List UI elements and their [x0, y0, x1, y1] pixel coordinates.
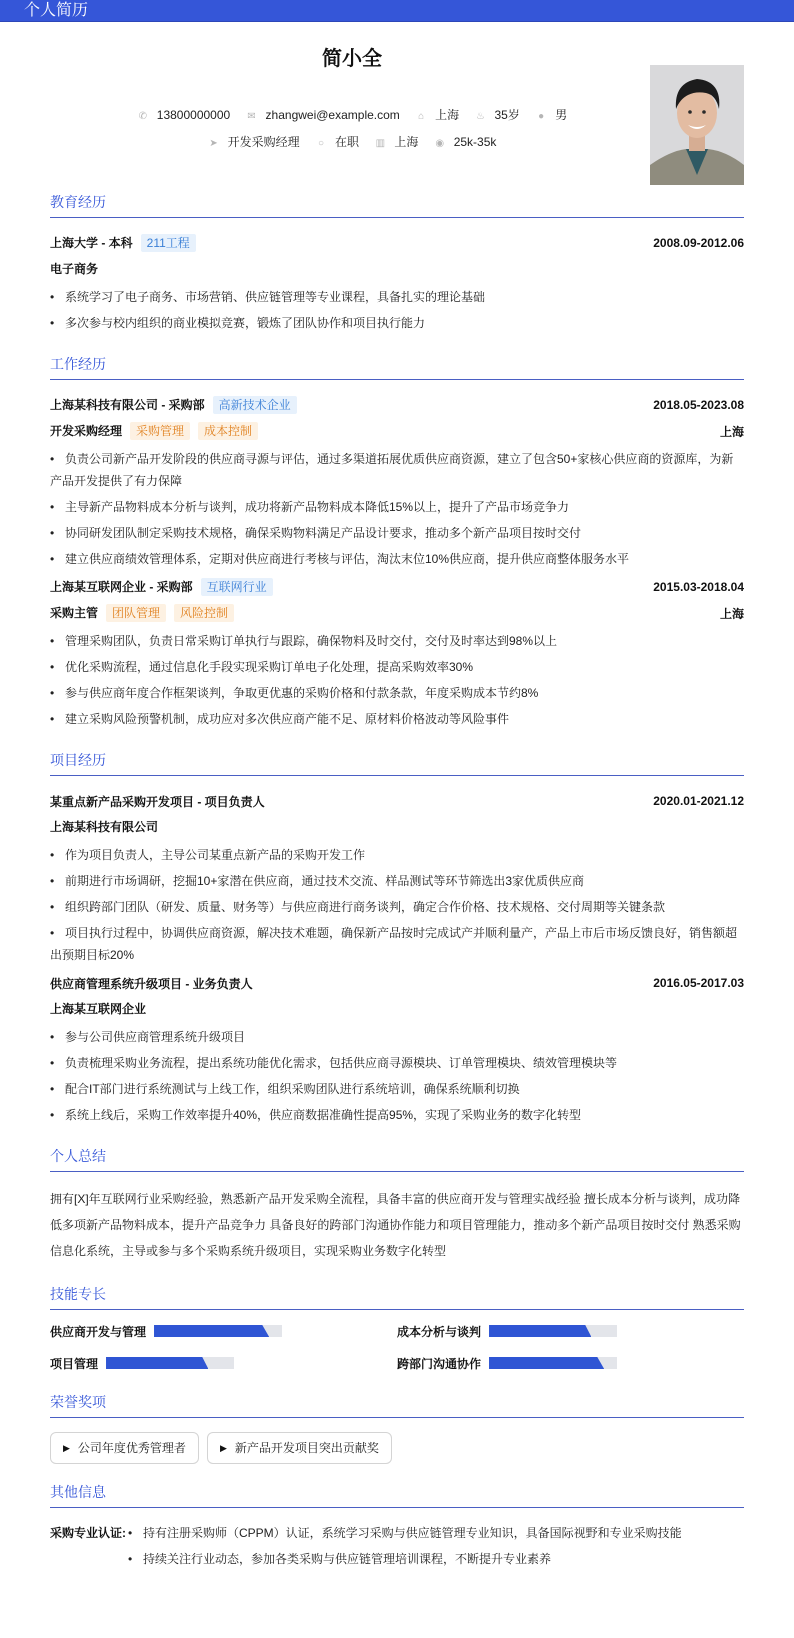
status-value: 在职 — [334, 135, 359, 149]
entry-header — [50, 576, 744, 598]
section-title-other: 其他信息 — [50, 1482, 744, 1508]
profile-photo — [650, 65, 744, 185]
list-item: • 管理采购团队，负责日常采购订单执行与跟踪，确保物料及时交付，交付及时率达到98%以上 — [50, 630, 744, 652]
resume-page — [0, 22, 794, 1574]
project-entry — [50, 790, 744, 966]
company-name: 上海某科技有限公司 - 采购部 — [50, 398, 205, 412]
mail-icon: ✉ — [247, 111, 256, 122]
skill-tag: 团队管理 — [106, 604, 166, 622]
work-date: 2015.03-2018.04 — [653, 580, 744, 594]
company-tag: 高新技术企业 — [213, 396, 297, 414]
target-city-value: 上海 — [394, 135, 419, 149]
send-icon: ➤ — [209, 138, 218, 149]
skill-label: 跨部门沟通协作 — [397, 1356, 482, 1371]
job-target-info — [208, 133, 300, 150]
certification-bullets — [128, 1522, 682, 1574]
award-label: 新产品开发项目突出贡献奖 — [234, 1441, 379, 1455]
work-entry — [50, 576, 744, 730]
work-date: 2018.05-2023.08 — [653, 398, 744, 412]
age-info — [475, 106, 520, 123]
salary-value: 25k-35k — [453, 135, 497, 149]
list-item: • 参与公司供应商管理系统升级项目 — [50, 1026, 744, 1048]
list-item: • 主导新产品物料成本分析与谈判，成功将新产品物料成本降低15%以上，提升了产品市场竞争力 — [50, 496, 744, 518]
phone-icon: ✆ — [138, 111, 147, 122]
education-entry — [50, 232, 744, 334]
work-bullets — [50, 448, 744, 570]
skill-tag: 成本控制 — [198, 422, 258, 440]
company-name: 上海某互联网企业 - 采购部 — [50, 580, 193, 594]
award-chip[interactable] — [50, 1432, 199, 1464]
project-bullets — [50, 1026, 744, 1126]
list-item: • 多次参与校内组织的商业模拟竞赛，锻炼了团队协作和项目执行能力 — [50, 312, 744, 334]
triangle-right-icon: ▶ — [63, 1443, 70, 1453]
phone-info — [137, 108, 230, 122]
cake-icon: ♨ — [476, 111, 485, 122]
gender-info — [535, 106, 567, 123]
list-item: • 持续关注行业动态，参加各类采购与供应链管理培训课程，不断提升专业素养 — [128, 1548, 682, 1570]
skill-bar-fill — [489, 1325, 591, 1337]
status-info — [315, 133, 359, 150]
summary-text: 拥有[X]年互联网行业采购经验，熟悉新产品开发采购全流程，具备丰富的供应商开发与管理实战经验 擅长成本分析与谈判，成功降低多项新产品物料成本，提升产品竞争力 具备良好的跨部门沟通协作能力和项目管理能力，推动多个新产品项目按时交付 熟悉采购信息化系统，主导或参与多个采购系统升级项目，实现采购业务数字化转型 — [50, 1192, 741, 1258]
skill-bar — [106, 1357, 234, 1369]
position-row — [50, 420, 744, 442]
location-info — [415, 106, 459, 123]
status-icon: ○ — [317, 138, 324, 149]
education-section — [50, 192, 744, 334]
project-date: 2016.05-2017.03 — [653, 976, 744, 990]
work-bullets — [50, 630, 744, 730]
summary-section — [50, 1146, 744, 1264]
list-item: • 优化采购流程，通过信息化手段实现采购订单电子化处理，提高采购效率30% — [50, 656, 744, 678]
project-name: 供应商管理系统升级项目 - 业务负责人 — [50, 976, 253, 991]
skill-item — [50, 1356, 397, 1370]
work-city: 上海 — [719, 424, 744, 439]
section-title-work: 工作经历 — [50, 354, 744, 380]
list-item: • 建立采购风险预警机制，成功应对多次供应商产能不足、原材料价格波动等风险事件 — [50, 708, 744, 730]
list-item: • 负责公司新产品开发阶段的供应商寻源与评估，通过多渠道拓展优质供应商资源，建立了包含50+家核心供应商的资源库，为新产品开发提供了有力保障 — [50, 448, 744, 492]
target-city-info — [374, 133, 418, 150]
list-item: • 参与供应商年度合作框架谈判，争取更优惠的采购价格和付款条款，年度采购成本节约8% — [50, 682, 744, 704]
project-company: 上海某互联网企业 — [50, 1002, 147, 1016]
email-value: zhangwei@example.com — [265, 108, 400, 122]
skill-bar — [489, 1325, 617, 1337]
avatar-portrait-icon — [650, 65, 744, 185]
skill-bar-fill — [489, 1357, 604, 1369]
list-item: • 系统上线后，采购工作效率提升40%，供应商数据准确性提高95%，实现了采购业务的数字化转型 — [50, 1104, 744, 1126]
location-value: 上海 — [435, 108, 460, 122]
skill-bar-fill — [154, 1325, 269, 1337]
project-bullets — [50, 844, 744, 966]
skill-label: 成本分析与谈判 — [397, 1324, 482, 1339]
project-company: 上海某科技有限公司 — [50, 820, 159, 834]
work-section — [50, 354, 744, 730]
skills-section — [50, 1284, 744, 1370]
skill-tag: 风险控制 — [174, 604, 234, 622]
project-name: 某重点新产品采购开发项目 - 项目负责人 — [50, 794, 265, 809]
major: 电子商务 — [50, 262, 99, 276]
job-target-value: 开发采购经理 — [227, 135, 300, 149]
section-title-skills: 技能专长 — [50, 1284, 744, 1310]
list-item: • 负责梳理采购业务流程，提出系统功能优化需求，包括供应商寻源模块、订单管理模块、绩效管理模块等 — [50, 1052, 744, 1074]
education-date: 2008.09-2012.06 — [653, 236, 744, 250]
header-title: 个人简历 — [24, 2, 89, 19]
skill-label: 项目管理 — [50, 1356, 99, 1371]
list-item: • 协同研发团队制定采购技术规格，确保采购物料满足产品设计要求，推动多个新产品项目按时交付 — [50, 522, 744, 544]
position-row — [50, 602, 744, 624]
list-item: • 建立供应商绩效管理体系，定期对供应商进行考核与评估，淘汰末位10%供应商，提升供应商整体服务水平 — [50, 548, 744, 570]
skill-bar-fill — [106, 1357, 208, 1369]
project-entry — [50, 972, 744, 1126]
list-item: • 组织跨部门团队（研发、质量、财务等）与供应商进行商务谈判，确定合作价格、技术规格、交付周期等关键条款 — [50, 896, 744, 918]
skill-item — [397, 1324, 744, 1338]
money-icon: ◉ — [435, 138, 445, 149]
list-item: • 作为项目负责人，主导公司某重点新产品的采购开发工作 — [50, 844, 744, 866]
section-title-education: 教育经历 — [50, 192, 744, 218]
list-item: • 前期进行市场调研，挖掘10+家潜在供应商，通过技术交流、样品测试等环节筛选出3家优质供应商 — [50, 870, 744, 892]
contact-row — [50, 106, 654, 123]
entry-header — [50, 232, 744, 254]
phone-value: 13800000000 — [156, 108, 231, 122]
skills-grid — [50, 1324, 744, 1370]
school-tag: 211工程 — [141, 234, 196, 252]
position-title: 开发采购经理 — [50, 424, 123, 438]
list-item: • 配合IT部门进行系统测试与上线工作，组织采购团队进行系统培训，确保系统顺利切换 — [50, 1078, 744, 1100]
school-name: 上海大学 - 本科 — [50, 236, 133, 250]
entry-header — [50, 972, 744, 994]
entry-header — [50, 790, 744, 812]
triangle-right-icon: ▶ — [219, 1443, 227, 1453]
skill-label: 供应商开发与管理 — [50, 1324, 147, 1339]
list-item: • 系统学习了电子商务、市场营销、供应链管理等专业课程，具备扎实的理论基础 — [50, 286, 744, 308]
position-title: 采购主管 — [50, 606, 99, 620]
section-title-projects: 项目经历 — [50, 750, 744, 776]
top-header-bar — [0, 0, 794, 22]
building-icon: ▥ — [375, 138, 386, 149]
profile-header — [50, 22, 744, 192]
skill-item — [50, 1324, 397, 1338]
job-intent-row — [50, 133, 654, 150]
section-title-summary: 个人总结 — [50, 1146, 744, 1172]
other-certification — [50, 1522, 744, 1574]
award-label: 公司年度优秀管理者 — [77, 1441, 186, 1455]
projects-section — [50, 750, 744, 1126]
work-entry — [50, 394, 744, 570]
skill-item — [397, 1356, 744, 1370]
salary-info — [434, 135, 497, 149]
skill-bar — [154, 1325, 282, 1337]
award-chip[interactable] — [207, 1432, 392, 1464]
home-icon: ⌂ — [418, 111, 425, 122]
other-section — [50, 1482, 744, 1574]
email-info — [246, 108, 400, 122]
company-tag: 互联网行业 — [201, 578, 273, 596]
entry-header — [50, 394, 744, 416]
candidate-name: 简小全 — [322, 48, 382, 70]
awards-list — [50, 1432, 744, 1464]
skill-bar — [489, 1357, 617, 1369]
section-title-awards: 荣誉奖项 — [50, 1392, 744, 1418]
project-date: 2020.01-2021.12 — [653, 794, 744, 808]
awards-section — [50, 1392, 744, 1464]
user-icon: ● — [538, 111, 545, 122]
work-city: 上海 — [719, 606, 744, 621]
list-item: • 项目执行过程中，协调供应商资源，解决技术难题，确保新产品按时完成试产并顺利量产，产品上市后市场反馈良好，销售额超出预期目标20% — [50, 922, 744, 966]
age-value: 35岁 — [494, 108, 520, 122]
skill-tag: 采购管理 — [130, 422, 190, 440]
certification-label: 采购专业认证: — [50, 1526, 126, 1540]
education-bullets — [50, 286, 744, 334]
gender-value: 男 — [555, 108, 568, 122]
list-item: • 持有注册采购师（CPPM）认证，系统学习采购与供应链管理专业知识，具备国际视野和专业采购技能 — [128, 1522, 682, 1544]
